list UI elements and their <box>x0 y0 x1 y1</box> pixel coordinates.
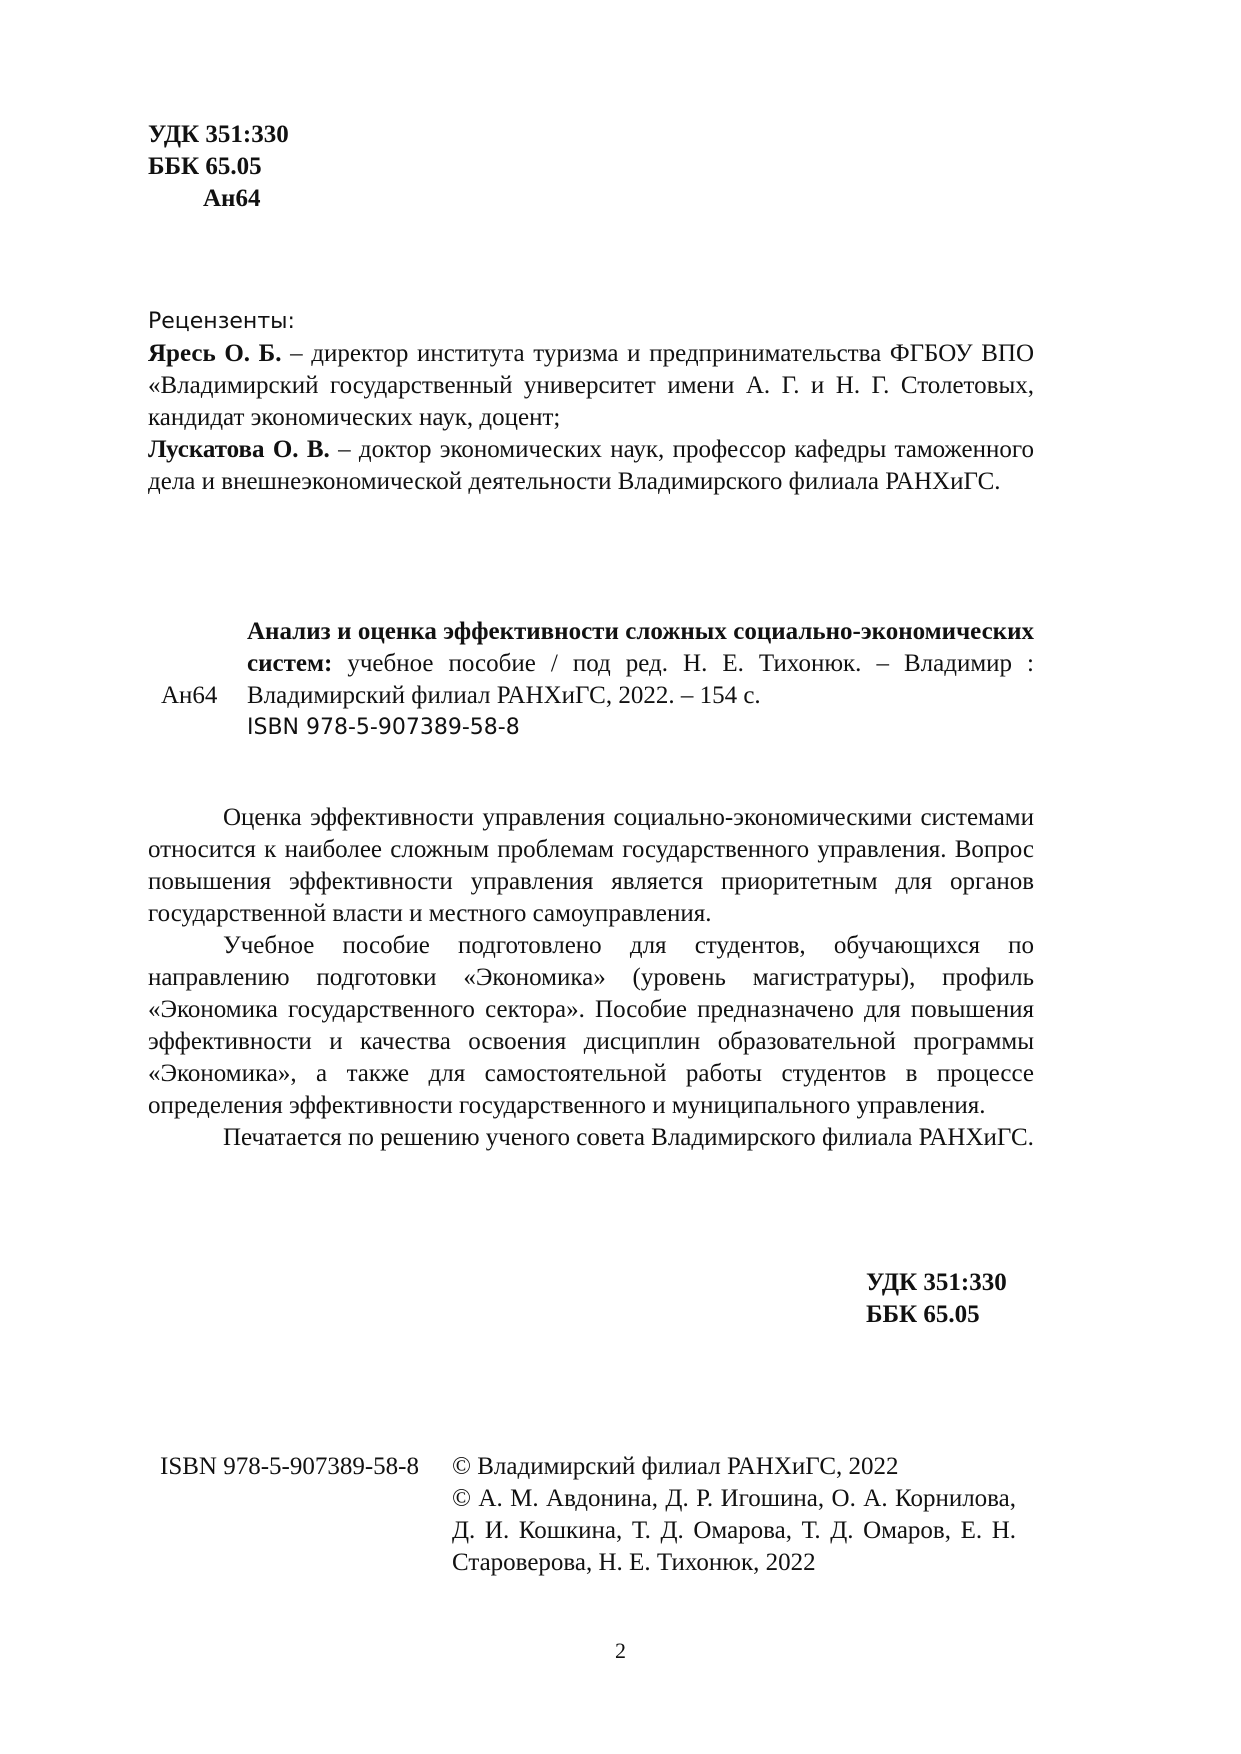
book-title: Анализ и оценка эффективности сложных социально-экономических систем: <box>247 618 1034 677</box>
reviewer-description: – директор института туризма и предпринимательства ФГБОУ ВПО «Владимирский государственный университет имени А. Г. и Н. Г. Столетовых, кандидат экономических наук, доцент; <box>148 340 1034 431</box>
publication-details: учебное пособие / под ред. Н. Е. Тихонюк. – Владимир : Владимирский филиал РАНХиГС, 2022. – 154 с. <box>247 650 1034 709</box>
classification-block <box>148 119 289 215</box>
reviewer-description: – доктор экономических наук, профессор кафедры таможенного дела и внешнеэкономической деятельности Владимирского филиала РАНХиГС. <box>148 436 1034 495</box>
udk-code: УДК 351:330 <box>866 1269 1007 1296</box>
bbk-code: ББК 65.05 <box>148 153 262 180</box>
reviewers-section <box>148 306 1034 498</box>
footer-isbn: ISBN 978-5-907389-58-8 <box>160 1453 420 1480</box>
bottom-classification-block <box>866 1267 1007 1331</box>
copyright-block <box>452 1451 1016 1579</box>
annotation-paragraph: Печатается по решению ученого совета Владимирского филиала РАНХиГС. <box>223 1124 1034 1151</box>
page-number: 2 <box>615 1638 626 1663</box>
annotation-paragraph: Оценка эффективности управления социально-экономическими системами относится к наиболее сложным проблемам государственного управления. Вопрос повышения эффективности управления является приоритетным для органов государственной власти и местного самоуправления. <box>148 804 1034 927</box>
udk-code: УДК 351:330 <box>148 121 289 148</box>
bibliographic-code: Ан64 <box>161 682 218 709</box>
reviewer-entry <box>148 434 1034 498</box>
reviewers-heading: Рецензенты: <box>148 309 295 334</box>
reviewer-entry <box>148 338 1034 434</box>
copyright-line: © А. М. Авдонина, Д. Р. Игошина, О. А. Корнилова, Д. И. Кошкина, Т. Д. Омарова, Т. Д. Омаров, Е. Н. Староверова, Н. Е. Тихонюк, 2022 <box>452 1485 1016 1576</box>
bibliographic-record <box>247 616 1034 744</box>
bbk-code: ББК 65.05 <box>866 1301 980 1328</box>
annotation-section <box>148 802 1034 1154</box>
author-mark: Ан64 <box>203 185 261 212</box>
reviewer-name: Яресь О. Б. <box>148 340 282 367</box>
bibliographic-description <box>247 616 1034 712</box>
bibliographic-isbn: ISBN 978-5-907389-58-8 <box>247 715 520 740</box>
annotation-paragraph: Учебное пособие подготовлено для студентов, обучающихся по направлению подготовки «Экономика» (уровень магистратуры), профиль «Экономика государственного сектора». Пособие предназначено для повышения эффективности и качества освоения дисциплин образовательной программы «Экономика», а также для самостоятельной работы студентов в процессе определения эффективности государственного и муниципального управления. <box>148 932 1034 1119</box>
reviewer-name: Лускатова О. В. <box>148 436 330 463</box>
copyright-line: © Владимирский филиал РАНХиГС, 2022 <box>452 1453 899 1480</box>
